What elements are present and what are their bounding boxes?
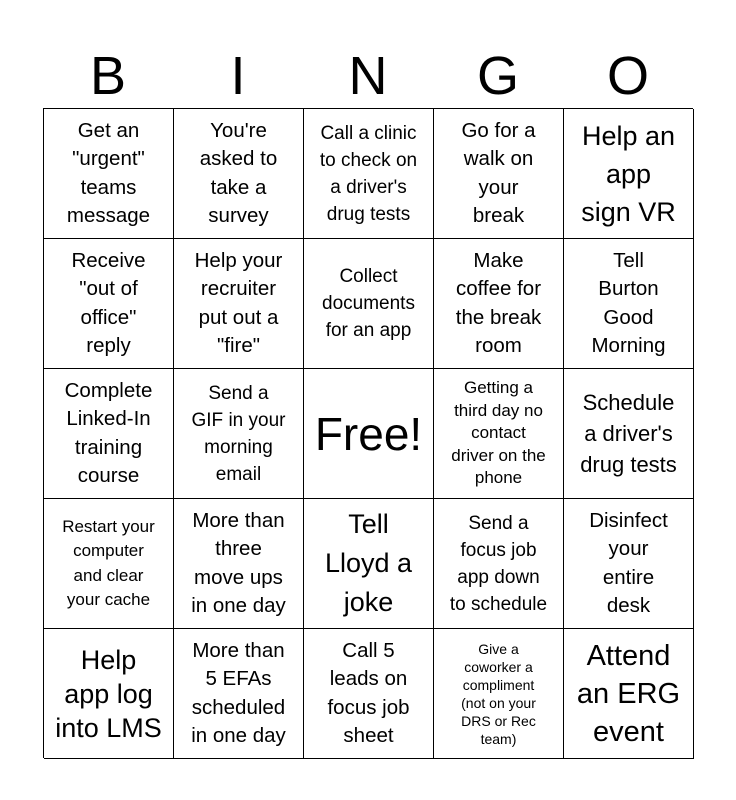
bingo-cell-free[interactable] bbox=[304, 369, 434, 499]
bingo-cell-r2c1[interactable] bbox=[44, 239, 174, 369]
bingo-cell-r1c2[interactable] bbox=[174, 109, 304, 239]
bingo-board bbox=[43, 108, 693, 758]
cell-text: Collect documents for an app bbox=[322, 266, 415, 341]
cell-text: Attend an ERG event bbox=[576, 639, 681, 748]
cell-text: Getting a third day no contact driver on the phone bbox=[451, 378, 546, 488]
bingo-cell-r1c1[interactable] bbox=[44, 109, 174, 239]
cell-text: Send a focus job app down to schedule bbox=[449, 512, 548, 615]
bingo-cell-r3c1[interactable] bbox=[44, 369, 174, 499]
cell-text: Help an app sign VR bbox=[581, 120, 676, 227]
cell-text: Complete Linked-In training course bbox=[64, 378, 153, 487]
header-letter-g: G bbox=[476, 46, 519, 106]
bingo-cell-r5c1[interactable] bbox=[44, 629, 174, 759]
cell-text: Disinfect your entire desk bbox=[589, 508, 668, 617]
cell-text: Go for a walk on your break bbox=[461, 118, 536, 227]
cell-text: Help app log into LMS bbox=[55, 644, 162, 743]
bingo-cell-r4c2[interactable] bbox=[174, 499, 304, 629]
header-letter-o: O bbox=[606, 46, 649, 106]
bingo-cell-r3c4[interactable] bbox=[434, 369, 564, 499]
bingo-cell-r2c2[interactable] bbox=[174, 239, 304, 369]
bingo-cell-r1c4[interactable] bbox=[434, 109, 564, 239]
cell-text: Schedule a driver's drug tests bbox=[580, 390, 677, 477]
bingo-header bbox=[43, 44, 693, 108]
cell-text: Tell Lloyd a joke bbox=[324, 509, 413, 617]
cell-text: Get an "urgent" teams message bbox=[66, 118, 151, 227]
cell-text: Call a clinic to check on a driver's drug tests bbox=[319, 122, 418, 225]
bingo-cell-r4c3[interactable] bbox=[304, 499, 434, 629]
cell-text: More than three move ups in one day bbox=[191, 508, 286, 617]
bingo-cell-r2c5[interactable] bbox=[564, 239, 694, 369]
cell-text: More than 5 EFAs scheduled in one day bbox=[191, 638, 286, 747]
bingo-cell-r2c3[interactable] bbox=[304, 239, 434, 369]
bingo-cell-r1c3[interactable] bbox=[304, 109, 434, 239]
bingo-cell-r4c4[interactable] bbox=[434, 499, 564, 629]
bingo-cell-r3c5[interactable] bbox=[564, 369, 694, 499]
cell-text: You're asked to take a survey bbox=[199, 118, 278, 227]
cell-text: Tell Burton Good Morning bbox=[591, 248, 666, 357]
cell-text: Restart your computer and clear your cache bbox=[62, 516, 155, 609]
cell-text: Help your recruiter put out a "fire" bbox=[194, 248, 283, 357]
bingo-cell-r4c5[interactable] bbox=[564, 499, 694, 629]
cell-text: Give a coworker a compliment (not on your DRS or Rec team) bbox=[461, 640, 536, 747]
free-space-label: Free! bbox=[314, 407, 423, 460]
bingo-cell-r5c3[interactable] bbox=[304, 629, 434, 759]
bingo-cell-r5c5[interactable] bbox=[564, 629, 694, 759]
header-letter-b: B bbox=[89, 46, 127, 106]
header-letter-i: I bbox=[230, 46, 246, 106]
bingo-cell-r5c2[interactable] bbox=[174, 629, 304, 759]
bingo-cell-r1c5[interactable] bbox=[564, 109, 694, 239]
header-letter-n: N bbox=[348, 46, 388, 106]
cell-text: Receive "out of office" reply bbox=[71, 248, 146, 357]
bingo-cell-r5c4[interactable] bbox=[434, 629, 564, 759]
bingo-cell-r3c2[interactable] bbox=[174, 369, 304, 499]
cell-text: Send a GIF in your morning email bbox=[191, 382, 286, 485]
cell-text: Make coffee for the break room bbox=[455, 248, 542, 357]
bingo-cell-r2c4[interactable] bbox=[434, 239, 564, 369]
cell-text: Call 5 leads on focus job sheet bbox=[327, 638, 410, 747]
bingo-cell-r4c1[interactable] bbox=[44, 499, 174, 629]
